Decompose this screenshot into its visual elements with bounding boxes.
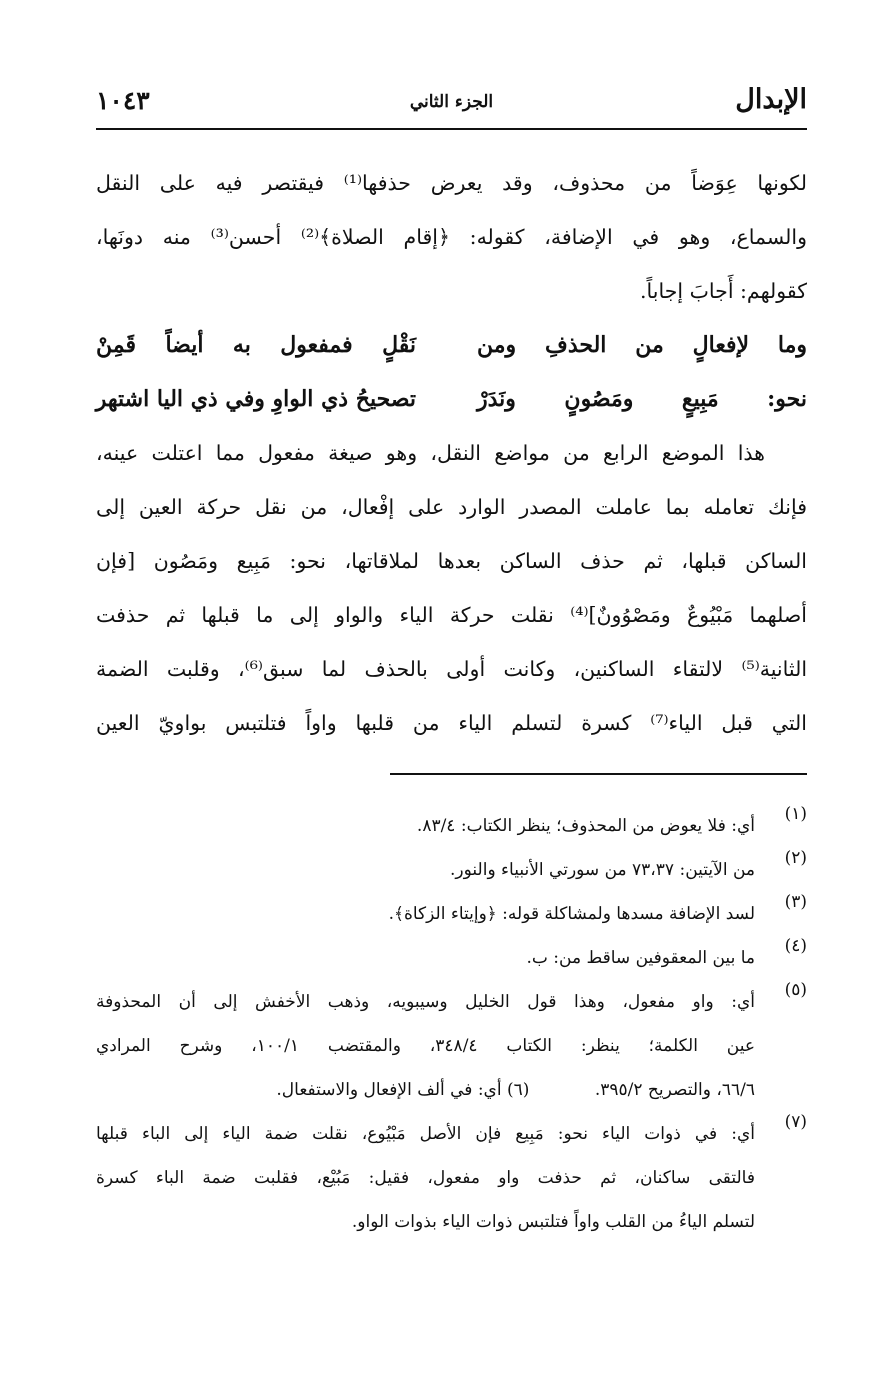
page-number: ١٠٤٣ <box>96 86 150 115</box>
text-line: أصلهما مَبْيُوعٌ ومَصْوُونٌ]⁽⁴⁾ نقلت حركة الياء والواو إلى ما قبلها ثم حذفت <box>96 603 807 627</box>
footnote-line: أي: في ذوات الياء نحو: مَبِيع فإن الأصل مَبْيُوع، نقلت ضمة الياء إلى الباء قبلها <box>96 1124 755 1144</box>
part-label: الجزء الثاني <box>409 92 494 112</box>
footnote <box>96 804 807 848</box>
footnote-number: (٤) <box>784 936 807 956</box>
footnotes <box>96 804 807 1244</box>
footnote-line: ما بين المعقوفين ساقط من: ب. <box>526 948 755 968</box>
chapter-title: الإبدال <box>735 84 807 115</box>
footnote-text: أي: في ألف الإفعال والاستفعال. <box>276 1080 502 1100</box>
footnote <box>96 848 807 892</box>
verse-line <box>96 372 807 426</box>
footnote-line: عين الكلمة؛ ينظر: الكتاب ٣٤٨/٤، والمقتضب ١٠٠/١، وشرح المرادي <box>96 1036 755 1056</box>
verse-second-hemistich: تصحيحُ ذي الواوِ وفي ذي اليا اشتهر <box>95 386 416 412</box>
text-line: هذا الموضع الرابع من مواضع النقل، وهو صيغة مفعول مما اعتلت عينه، <box>96 441 765 465</box>
text-line: لكونها عِوَضاً من محذوف، وقد يعرض حذفها⁽¹⁾ فيقتصر فيه على النقل <box>96 171 807 195</box>
footnote-number: (٥) <box>784 980 807 1000</box>
footnote-number: (٣) <box>784 892 807 912</box>
main-text <box>96 156 807 750</box>
footnote-number: (١) <box>784 804 807 824</box>
header-rule <box>96 128 807 130</box>
footnote <box>96 1112 807 1244</box>
text-line: الثانية⁽⁵⁾ لالتقاء الساكنين، وكانت أولى بالحذف لما سبق⁽⁶⁾، وقلبت الضمة <box>96 657 807 681</box>
footnote-line: أي: فلا يعوض من المحذوف؛ ينظر الكتاب: ٨٣/٤. <box>416 816 755 836</box>
footnote-number: (٧) <box>784 1112 807 1132</box>
footnote-text: ٦٦/٦، والتصريح ٣٩٥/٢. <box>594 1080 755 1100</box>
footnote <box>96 936 807 980</box>
text-line: والسماع، وهو في الإضافة، كقوله: ﴿إقام الصلاة﴾⁽²⁾ أحسن⁽³⁾ منه دونَها، <box>96 225 807 249</box>
footnote <box>96 892 807 936</box>
footnote-number: (٦) <box>507 1080 530 1100</box>
footnote <box>96 980 807 1112</box>
footnote-line: لسد الإضافة مسدها ولمشاكلة قوله: ﴿وإيتاء الزكاة﴾. <box>388 904 755 924</box>
footnote-separator <box>390 773 807 775</box>
verse-first-hemistich: وما لإفعالٍ من الحذفِ ومن <box>477 332 807 358</box>
text-line: فإنك تعامله بما عاملت المصدر الوارد على إفْعال، من نقل حركة العين إلى <box>96 495 807 519</box>
verse-second-hemistich: نَقْلٍ فمفعول به أيضاً قَمِنْ <box>96 332 416 358</box>
footnote-line: لتسلم الياءُ من القلب واواً فتلتبس ذوات الياء بذوات الواو. <box>351 1212 755 1232</box>
page-header <box>96 84 807 132</box>
verse-first-hemistich: نحو: مَبِيعٍ ومَصُونٍ ونَدَرْ <box>477 386 807 412</box>
footnote-number: (٢) <box>784 848 807 868</box>
text-line: التي قبل الياء⁽⁷⁾ كسرة لتسلم الياء من قلبها واواً فتلتبس بواويّ العين <box>96 711 807 735</box>
footnote-line: أي: واو مفعول، وهذا قول الخليل وسيبويه، وذهب الأخفش إلى أن المحذوفة <box>96 992 755 1012</box>
text-line: كقولهم: أَجابَ إجاباً. <box>640 279 807 303</box>
footnote-line: فالتقى ساكنان، ثم حذفت واو مفعول، فقيل: مَبُيْع، فقلبت ضمة الباء كسرة <box>96 1168 755 1188</box>
text-line: الساكن قبلها، ثم حذف الساكن بعدها لملاقاتها، نحو: مَبِيع ومَصُون [فإن <box>96 549 807 573</box>
verse-line <box>96 318 807 372</box>
footnote-line: من الآيتين: ٧٣،٣٧ من سورتي الأنبياء والنور. <box>450 860 755 880</box>
footnote-line <box>96 1068 755 1112</box>
